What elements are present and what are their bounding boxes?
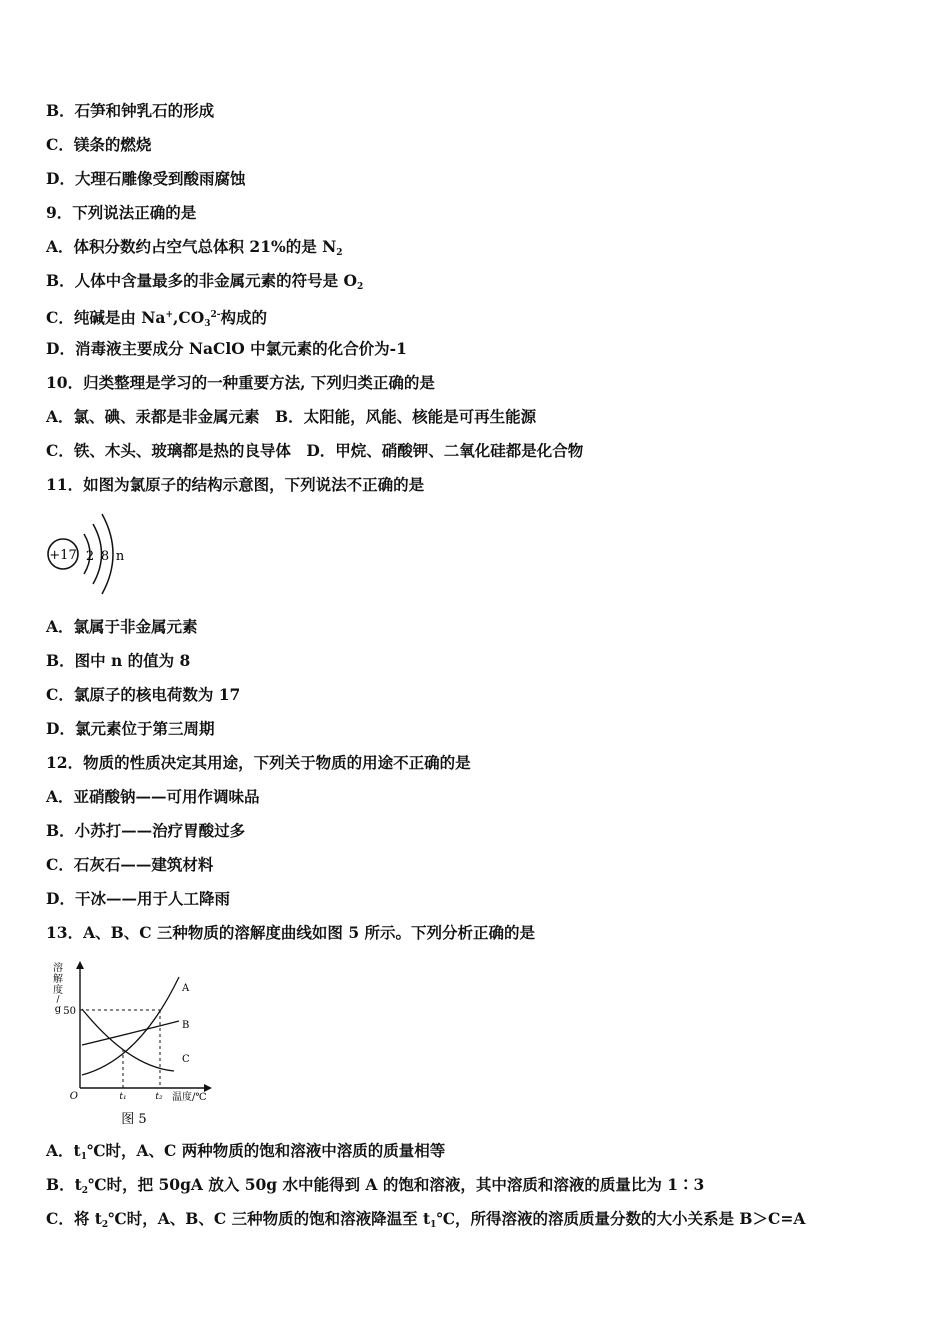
x-axis-arrow (204, 1084, 212, 1092)
q10-stem: 10．归类整理是学习的一种重要方法, 下列归类正确的是 (46, 373, 435, 392)
q11-option-c: C．氯原子的核电荷数为 17 (46, 685, 241, 704)
curve-b (82, 1021, 179, 1045)
q9-option-d: D．消毒液主要成分 NaClO 中氯元素的化合价为-1 (46, 339, 407, 358)
shell-2-electrons: 8 (100, 549, 110, 564)
q13-option-a: A．$t_1℃$时，A、C 两种物质的饱和溶液中溶质的质量相等 (46, 1141, 446, 1162)
figure-caption: 图 5 (121, 1112, 147, 1127)
q13-stem: 13．A、B、C 三种物质的溶解度曲线如图 5 所示。下列分析正确的是 (46, 923, 536, 942)
q12-option-c: C．石灰石——建筑材料 (46, 855, 214, 874)
shell-3-electrons: n (115, 549, 125, 564)
q11-stem: 11．如图为氯原子的结构示意图，下列说法不正确的是 (46, 475, 425, 494)
y-label-char: / (56, 995, 60, 1005)
q9-option-c: C．纯碱是由 $Na^+,CO_3^{2-}$构成的 (46, 308, 268, 329)
y-label-char: 度 (53, 985, 63, 996)
x-axis-label: 温度/℃ (172, 1092, 207, 1103)
curve-label-a: A (182, 983, 190, 994)
q13-option-c: C．将 $t_2℃$时，A、B、C 三种物质的饱和溶液降温至 $t_1℃$，所得溶液的溶质质量分数的大小关系是 B＞C=A (46, 1209, 806, 1230)
solubility-chart (44, 955, 224, 1133)
q10-options-ab: A．氯、碘、汞都是非金属元素 B．太阳能，风能、核能是可再生能源 (46, 407, 537, 426)
y-tick-50: 50 (63, 1006, 76, 1017)
q12-option-b: B．小苏打——治疗胃酸过多 (46, 821, 246, 840)
y-label-char: 溶 (53, 963, 63, 974)
q9-option-b: B．人体中含量最多的非金属元素的符号是 $O_2$ (46, 271, 364, 292)
y-label-char: 解 (53, 974, 63, 985)
shell-1-electrons: 2 (85, 549, 95, 564)
q8-option-b: B．石笋和钟乳石的形成 (46, 101, 215, 120)
q12-option-d: D．干冰——用于人工降雨 (46, 889, 230, 908)
x-tick-t1: t₁ (119, 1092, 127, 1102)
q10-options-cd: C．铁、木头、玻璃都是热的良导体 D．甲烷、硝酸钾、二氧化硅都是化合物 (46, 441, 584, 460)
q11-option-d: D．氯元素位于第三周期 (46, 719, 215, 738)
curve-label-b: B (182, 1020, 190, 1031)
q12-stem: 12．物质的性质决定其用途，下列关于物质的用途不正确的是 (46, 753, 471, 772)
nucleus-charge: +17 (49, 548, 77, 563)
q13-option-b: B．$t_2℃$时，把 50gA 放入 50g 水中能得到 A 的饱和溶液，其中溶质和溶液的质量比为 1∶3 (46, 1175, 705, 1196)
x-tick-t2: t₂ (155, 1092, 163, 1102)
q8-option-c: C．镁条的燃烧 (46, 135, 152, 154)
q11-option-a: A．氯属于非金属元素 (46, 617, 198, 636)
chlorine-atom-diagram (44, 510, 144, 600)
y-axis-arrow (76, 961, 84, 969)
q12-option-a: A．亚硝酸钠——可用作调味品 (46, 787, 260, 806)
curve-label-c: C (182, 1054, 190, 1065)
y-label-char: g (54, 1004, 62, 1015)
q9-option-a: A．体积分数约占空气总体积 21%的是 $N_2$ (46, 237, 343, 258)
origin-label: O (69, 1091, 78, 1102)
q11-option-b: B．图中 n 的值为 8 (46, 651, 191, 670)
q8-option-d: D．大理石雕像受到酸雨腐蚀 (46, 169, 246, 188)
q9-stem: 9．下列说法正确的是 (46, 203, 197, 222)
